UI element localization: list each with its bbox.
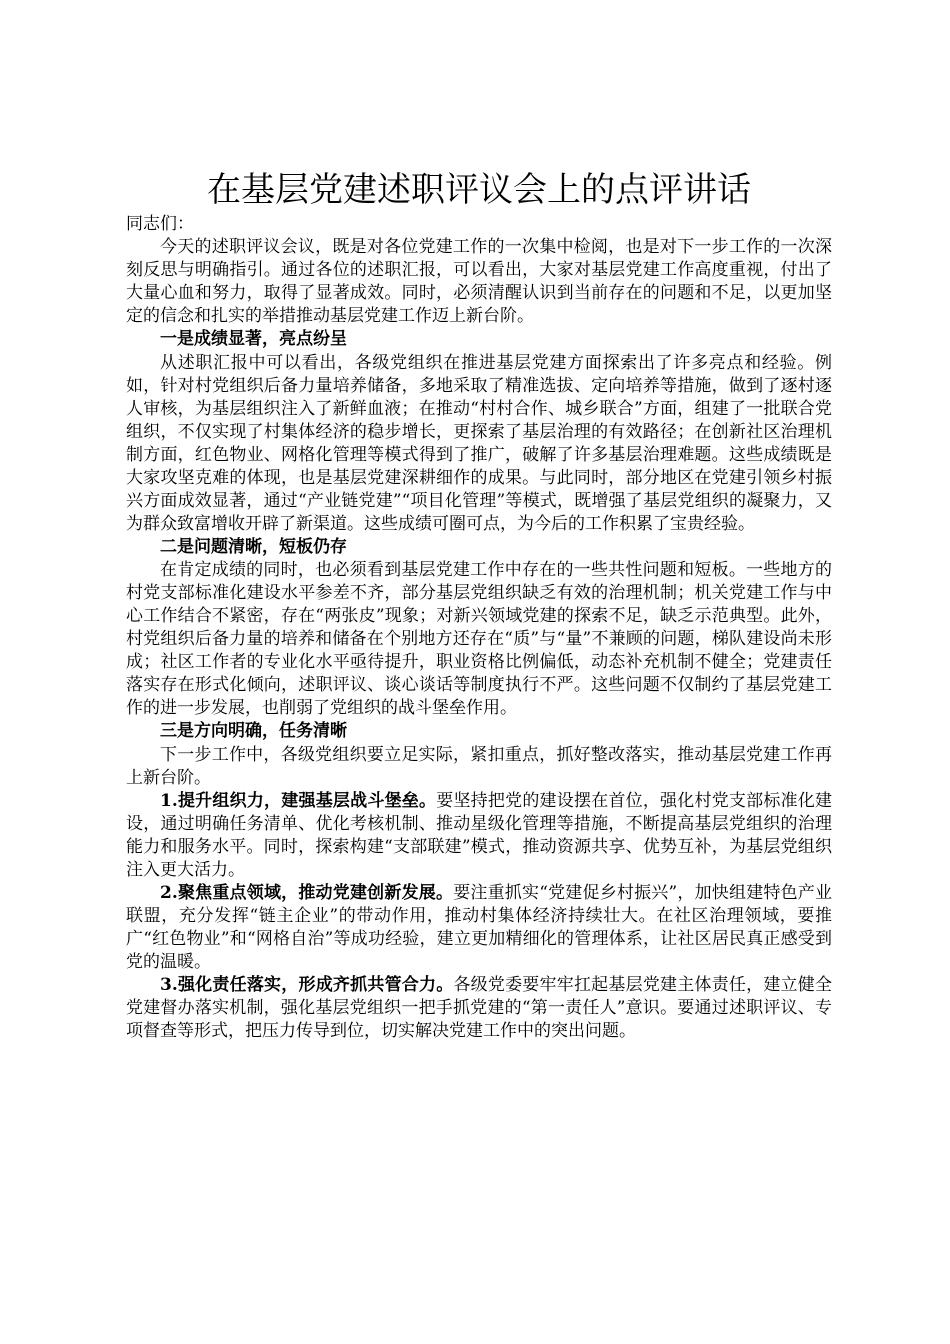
task-item: [126, 882, 832, 974]
section-body-achievements: 从述职汇报中可以看出，各级党组织在推进基层党建方面探索出了许多亮点和经验。例如，针对村党组织后备力量培养储备，多地采取了精准选拔、定向培养等措施，做到了逐村逐人审核，为基层组织注入了新鲜血液；在推动“村村合作、城乡联合”方面，组建了一批联合党组织，不仅实现了村集体经济的稳步增长，更探索了基层治理的有效路径；在创新社区治理机制方面，红色物业、网格化管理等模式得到了推广，破解了许多基层治理难题。这些成绩既是大家攻坚克难的体现，也是基层党建深耕细作的成果。与此同时，部分地区在党建引领乡村振兴方面成效显著，通过“产业链党建”“项目化管理”等模式，既增强了基层党组织的凝聚力，又为群众致富增收开辟了新渠道。这些成绩可圈可点，为今后的工作积累了宝贵经验。: [126, 352, 832, 534]
document-page: [126, 168, 832, 1043]
task-item-lead: 2.聚焦重点领域，推动党建创新发展。: [160, 882, 454, 903]
section-heading-achievements: 一是成绩显著，亮点纷呈: [160, 329, 347, 349]
intro-paragraph: 今天的述职评议会议，既是对各位党建工作的一次集中检阅，也是对下一步工作的一次深刻反思与明确指引。通过各位的述职汇报，可以看出，大家对基层党建工作高度重视，付出了大量心血和努力，取得了显著成效。同时，必须清醒认识到当前存在的问题和不足，以更加坚定的信念和扎实的举措推动基层党建工作迈上新台阶。: [126, 237, 832, 326]
task-item-lead: 1.提升组织力，建强基层战斗堡垒。: [160, 790, 437, 811]
section-body-direction: 下一步工作中，各级党组织要立足实际，紧扣重点，抓好整改落实，推动基层党建工作再上新台阶。: [126, 744, 832, 788]
task-item-text: 要注重抓实“党建促乡村振兴”，加快组建特色产业联盟，充分发挥“链主企业”的带动作用，推动村集体经济持续壮大。在社区治理领域，要推广“红色物业”和“网格自治”等成功经验，建立更加精细化的管理体系，让社区居民真正感受到党的温暖。: [126, 882, 833, 972]
document-title: 在基层党建述职评议会上的点评讲话: [207, 170, 751, 210]
task-item-text: 各级党委要牢牢扛起基层党建主体责任，建立健全党建督办落实机制，强化基层党组织一把手抓党建的“第一责任人”意识。要通过述职评议、专项督查等形式，把压力传导到位，切实解决党建工作中的突出问题。: [126, 974, 832, 1041]
section-heading-direction: 三是方向明确，任务清晰: [160, 721, 347, 741]
section-body-problems: 在肯定成绩的同时，也必须看到基层党建工作中存在的一些共性问题和短板。一些地方的村党支部标准化建设水平参差不齐，部分基层党组织缺乏有效的治理机制；机关党建工作与中心工作结合不紧密，存在“两张皮”现象；对新兴领域党建的探索不足，缺乏示范典型。此外，村党组织后备力量的培养和储备在个别地方还存在“质”与“量”不兼顾的问题，梯队建设尚未形成；社区工作者的专业化水平亟待提升，职业资格比例偏低，动态补充机制不健全；党建责任落实存在形式化倾向，述职评议、谈心谈话等制度执行不严。这些问题不仅制约了基层党建工作的进一步发展，也削弱了党组织的战斗堡垒作用。: [126, 560, 832, 718]
task-item: [126, 974, 832, 1043]
task-item: [126, 790, 832, 882]
task-item-lead: 3.强化责任落实，形成齐抓共管合力。: [160, 974, 454, 995]
task-item-text: 要坚持把党的建设摆在首位，强化村党支部标准化建设，通过明确任务清单、优化考核机制、推动星级化管理等措施，不断提高基层党组织的治理能力和服务水平。同时，探索构建“支部联建”模式，推动资源共享、优势互补，为基层党组织注入更大活力。: [126, 790, 833, 880]
salutation: 同志们：: [126, 214, 194, 234]
section-heading-problems: 二是问题清晰，短板仍存: [160, 536, 347, 557]
